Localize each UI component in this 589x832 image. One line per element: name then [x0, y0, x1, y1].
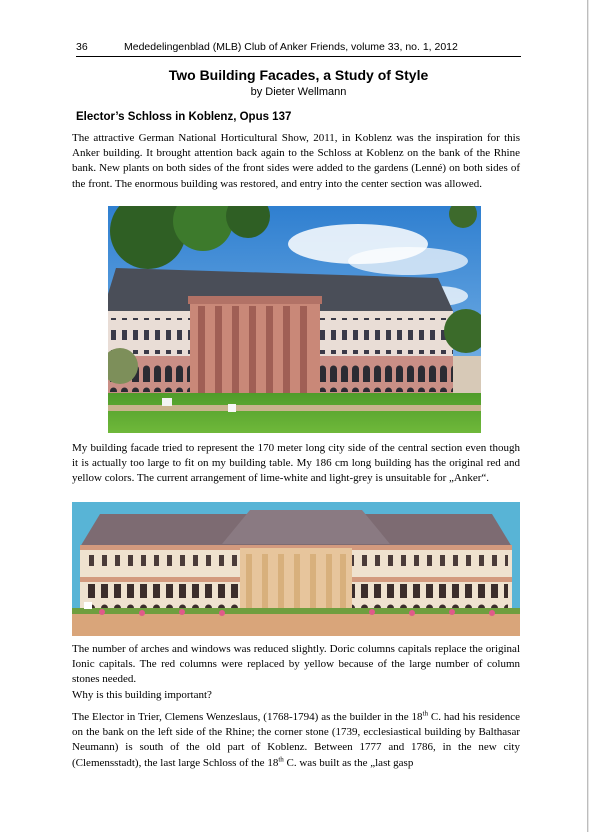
- ordinal-suffix: th: [278, 754, 284, 763]
- history-text-2: C. had his residence on the bank on the left side of the Rhine; the corner stone (1739, ecclesiastical building by Balthasar Neumann) is south of the old part of Koblenz. Between 1777 and 1786, in the new city (Clemensstadt), the last large Schloss of the 18: [72, 711, 520, 769]
- history-text-1: The Elector in Trier, Clemens Wenzeslaus, (1768-1794) as the builder in the 18: [72, 711, 423, 723]
- schloss-photo: [108, 206, 481, 433]
- running-header: [76, 40, 521, 57]
- paragraph-history: [72, 710, 520, 771]
- article-title: Two Building Facades, a Study of Style: [168, 67, 429, 83]
- history-text-3: C. was built as the „last gasp: [283, 756, 414, 769]
- journal-title: Mededelingenblad (MLB) Club of Anker Friends, volume 33, no. 1, 2012: [124, 41, 458, 53]
- paragraph-changes: The number of arches and windows was reduced slightly. Doric columns capitals replace the original Ionic capitals. The red columns were replaced by yellow because of the large number of column stones needed.: [72, 643, 520, 686]
- paragraph-question: Why is this building important?: [72, 689, 212, 701]
- article-author: by Dieter Wellmann: [250, 86, 347, 98]
- paragraph-intro: The attractive German National Horticultural Show, 2011, in Koblenz was the inspiration for this Anker building. It brought attention back again to the Schloss at Koblenz on the bank of the Rhine bank. New plants on both sides of the front sides were added to the gardens (Lenné) on both sides of the front. The enormous building was restored, and entry into the center section was allowed.: [72, 132, 520, 190]
- paragraph-model: My building facade tried to represent the 170 meter long city side of the central section even though it is actually too large to fit on my building table. My 186 cm long building has the original red and yellow colors. The current arrangement of lime-white and light-grey is unsuitable for „Anker“.: [72, 442, 520, 485]
- page-number: 36: [76, 41, 88, 53]
- section-heading: Elector’s Schloss in Koblenz, Opus 137: [76, 111, 292, 123]
- anker-model-photo: [72, 502, 520, 636]
- ordinal-suffix: th: [422, 709, 428, 718]
